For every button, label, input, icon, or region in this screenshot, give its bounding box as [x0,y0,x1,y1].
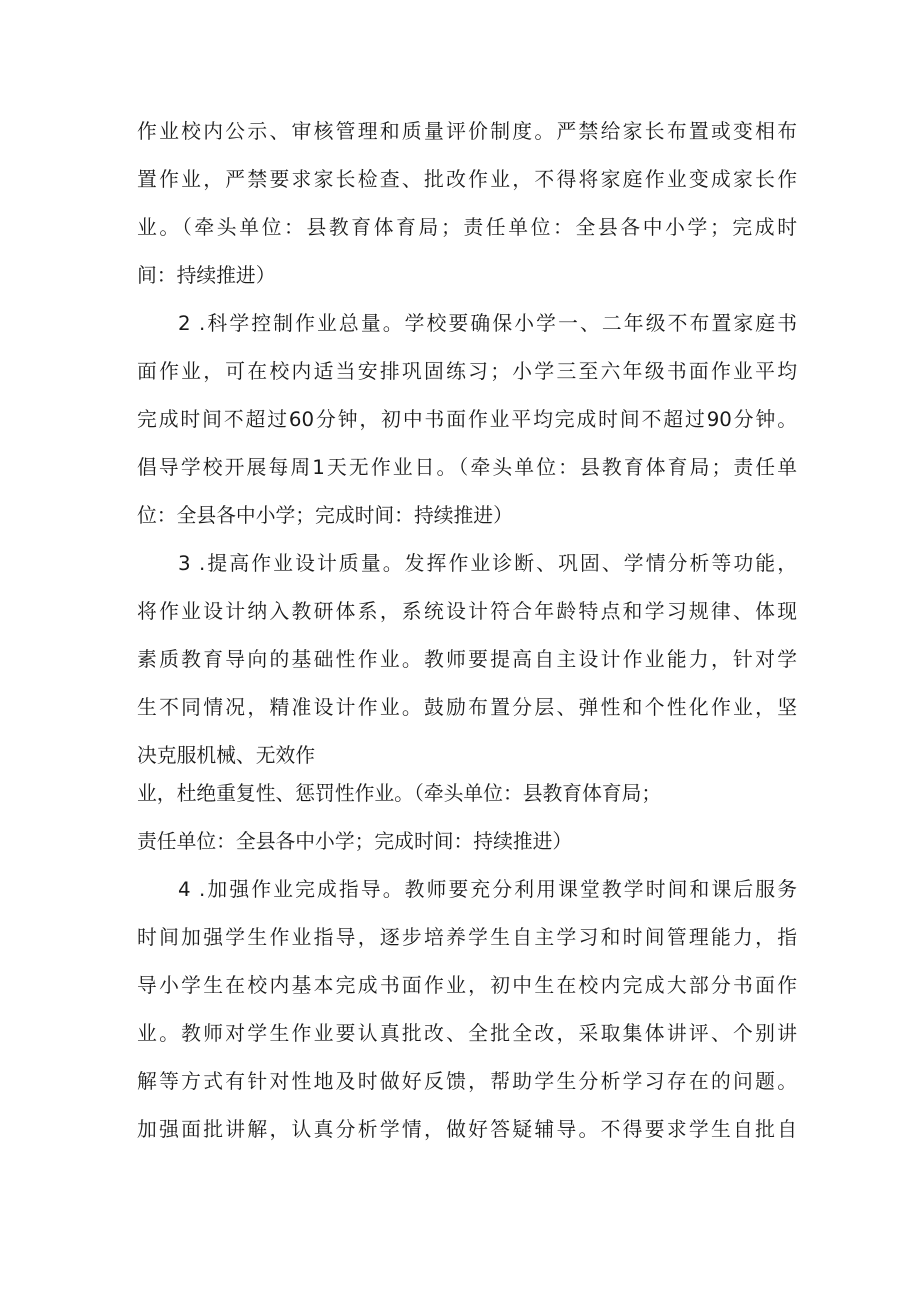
paragraph-1-line: 置作业，严禁要求家长检查、批改作业，不得将家庭作业变成家长作 [137,168,797,191]
paragraph-1-line: 业。（牵头单位：县教育体育局；责任单位：全县各中小学；完成时 [137,216,797,239]
item-3-line: 素质教育导向的基础性作业。教师要提高自主设计作业能力，针对学 [137,648,797,671]
item-4-line: 业。教师对学生作业要认真批改、全批全改，采取集体讲评、个别讲 [137,1022,797,1045]
item-2-heading-line: 2 .科学控制作业总量。学校要确保小学一、二年级不布置家庭书 [178,312,797,335]
item-3-line: 责任单位：全县各中小学；完成时间：持续推进） [137,830,573,853]
item-4-line: 时间加强学生作业指导，逐步培养学生自主学习和时间管理能力，指 [137,926,797,949]
item-3-heading-line: 3 .提高作业设计质量。发挥作业诊断、巩固、学情分析等功能， [178,552,797,575]
item-4-line: 导小学生在校内基本完成书面作业，初中生在校内完成大部分书面作 [137,974,797,997]
item-4-line: 加强面批讲解，认真分析学情，做好答疑辅导。不得要求学生自批自 [137,1118,797,1141]
paragraph-1-line: 间：持续推进） [137,264,276,287]
item-3-line: 业，杜绝重复性、惩罚性作业。（牵头单位：县教育体育局； [137,782,662,805]
item-2-line: 倡导学校开展每周1天无作业日。（牵头单位：县教育体育局；责任单 [137,456,797,479]
item-3-line: 将作业设计纳入教研体系，系统设计符合年龄特点和学习规律、体现 [137,600,797,623]
item-3-line: 生不同情况，精准设计作业。鼓励布置分层、弹性和个性化作业，坚 [137,696,797,719]
item-4-heading-line: 4 .加强作业完成指导。教师要充分利用课堂教学时间和课后服务 [178,878,797,901]
item-4-line: 解等方式有针对性地及时做好反馈，帮助学生分析学习存在的问题。 [137,1070,797,1093]
item-3-line: 决克服机械、无效作 [137,744,316,767]
item-2-line: 面作业，可在校内适当安排巩固练习；小学三至六年级书面作业平均 [137,360,797,383]
item-2-line: 位：全县各中小学；完成时间：持续推进） [137,504,513,527]
item-2-line: 完成时间不超过60分钟，初中书面作业平均完成时间不超过90分钟。 [137,408,797,431]
paragraph-1-line: 作业校内公示、审核管理和质量评价制度。严禁给家长布置或变相布 [137,120,797,143]
